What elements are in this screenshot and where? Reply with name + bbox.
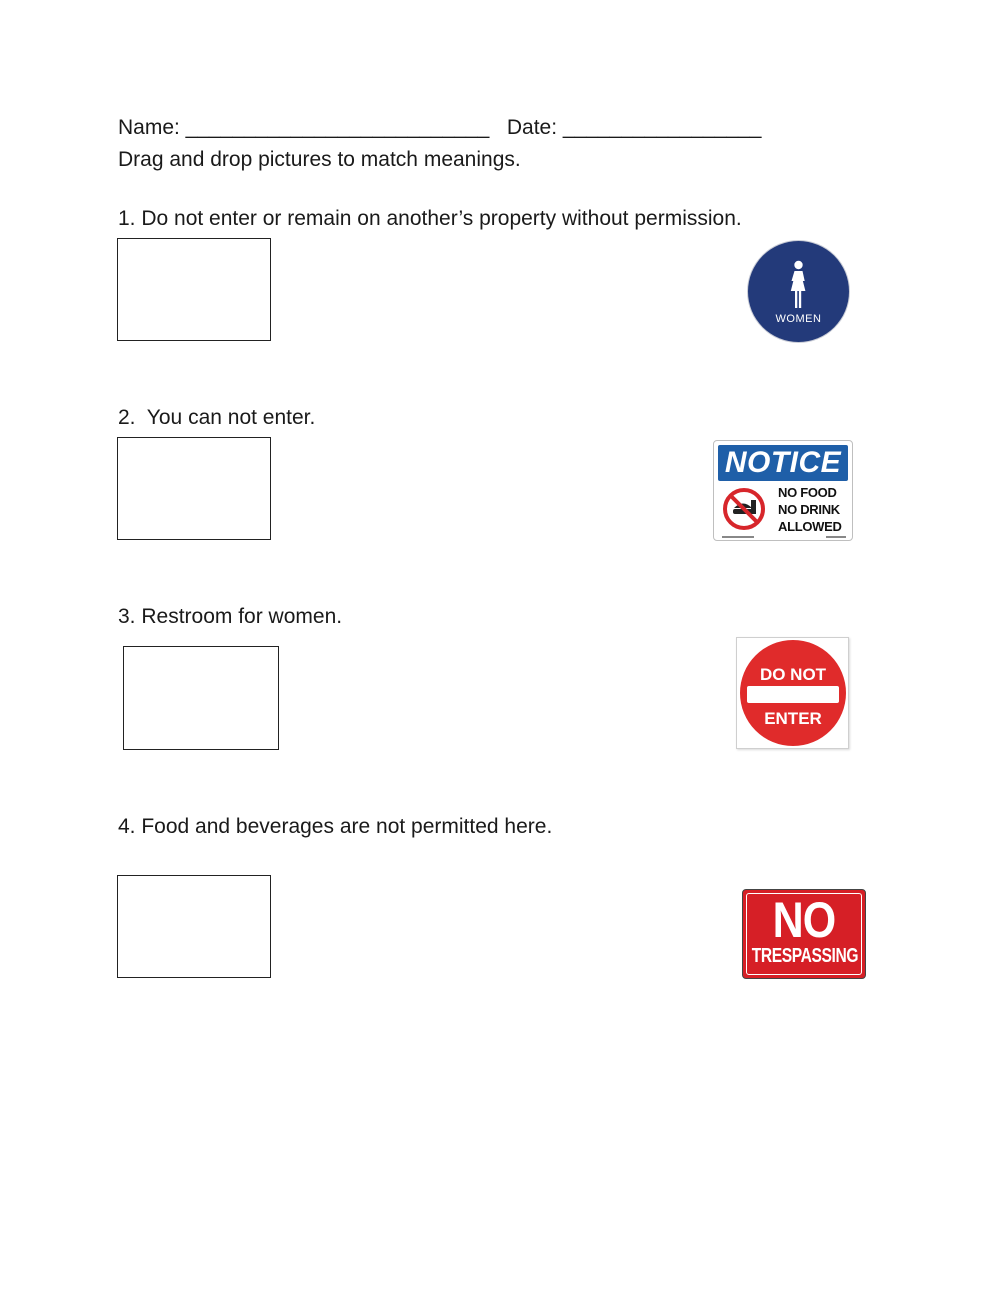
question-1: 1. Do not enter or remain on another’s property without permission. bbox=[118, 207, 742, 230]
no-food-icon bbox=[722, 487, 766, 531]
no-trespassing-sign[interactable] bbox=[742, 889, 866, 979]
drop-zone-2[interactable] bbox=[117, 437, 271, 540]
notice-line-2: NO DRINK bbox=[778, 502, 840, 517]
woman-restroom-icon bbox=[748, 241, 849, 311]
do-not-enter-sign[interactable] bbox=[736, 637, 849, 749]
instructions: Drag and drop pictures to match meanings. bbox=[118, 148, 521, 171]
notice-line-3: ALLOWED bbox=[778, 519, 842, 534]
do-not-enter-line-1: DO NOT bbox=[759, 665, 827, 684]
question-3: 3. Restroom for women. bbox=[118, 605, 343, 628]
women-sign-label: WOMEN bbox=[775, 313, 822, 325]
no-trespassing-line-2: TRESPASSING bbox=[751, 945, 859, 967]
drop-zone-1[interactable] bbox=[117, 238, 271, 341]
date-field-label: Date: _________________ bbox=[506, 116, 762, 139]
do-not-enter-disc bbox=[740, 640, 846, 746]
notice-title: NOTICE bbox=[718, 445, 848, 481]
question-4: 4. Food and beverages are not permitted here. bbox=[118, 815, 553, 838]
do-not-enter-bar bbox=[747, 686, 839, 703]
drop-zone-3[interactable] bbox=[123, 646, 279, 750]
notice-line-1: NO FOOD bbox=[778, 485, 837, 500]
drop-zone-4[interactable] bbox=[117, 875, 271, 978]
do-not-enter-line-2: ENTER bbox=[764, 709, 822, 728]
women-restroom-sign[interactable] bbox=[748, 241, 849, 342]
name-field-label: Name: __________________________ bbox=[118, 116, 490, 139]
name-date-line bbox=[118, 116, 761, 140]
women-sign-disc bbox=[748, 241, 849, 342]
question-2: 2. You can not enter. bbox=[118, 406, 316, 429]
no-food-notice-sign[interactable] bbox=[713, 440, 853, 541]
no-trespassing-line-1: NO bbox=[772, 892, 836, 948]
notice-text bbox=[778, 484, 850, 535]
fine-print-marks bbox=[722, 536, 846, 538]
